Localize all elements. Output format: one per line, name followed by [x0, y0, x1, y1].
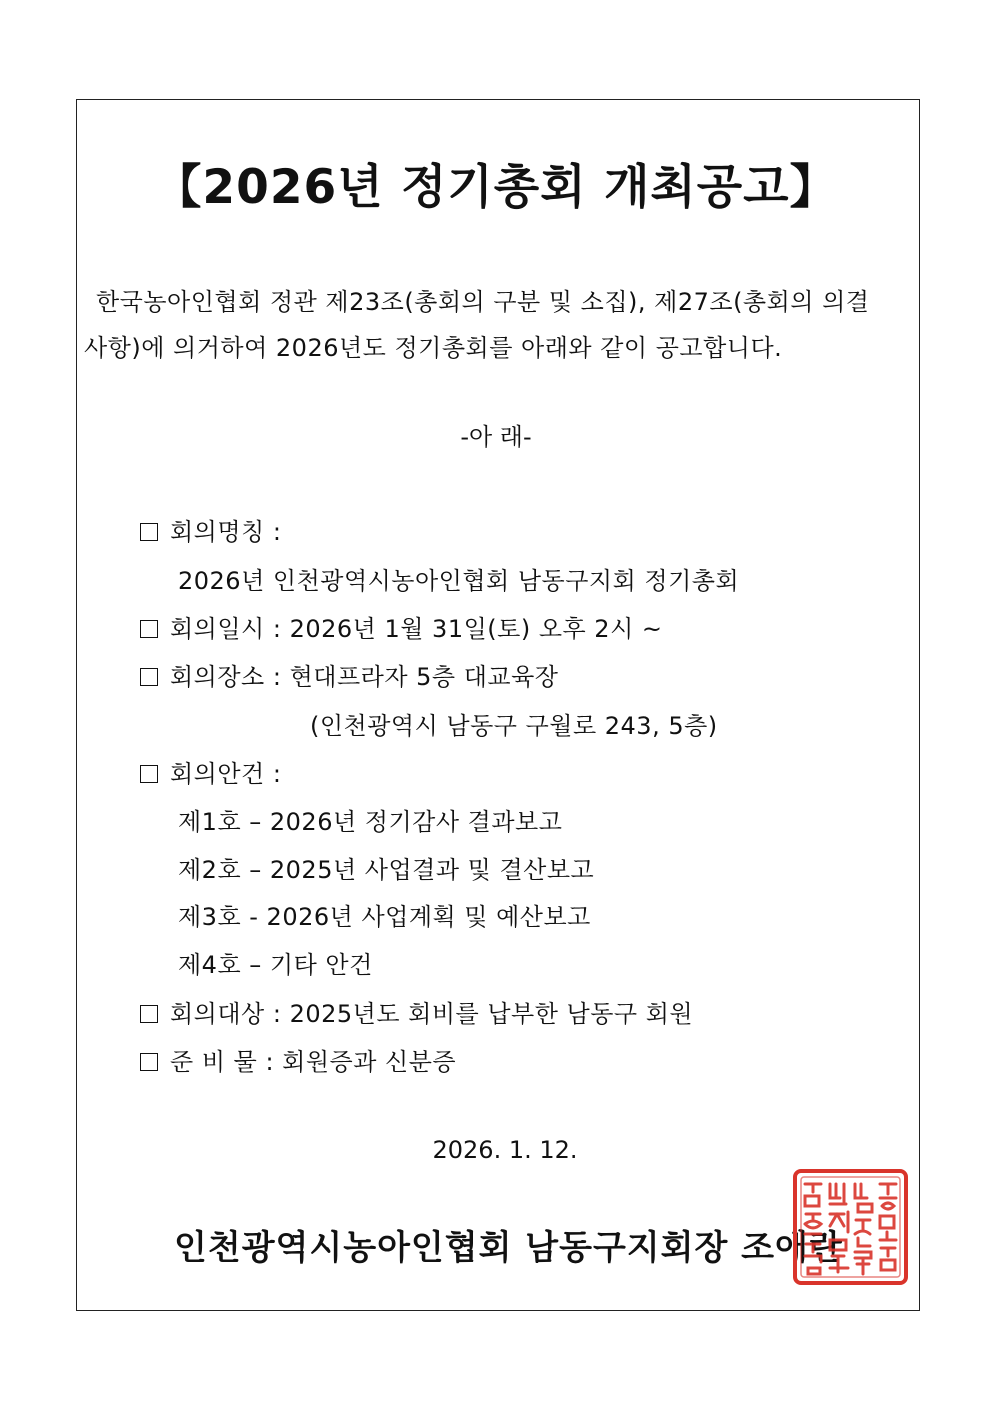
meeting-target-text: 회의대상 : 2025년도 회비를 납부한 남동구 회원	[170, 1000, 694, 1028]
checkbox-bullet-icon	[140, 668, 158, 686]
meeting-datetime-text: 회의일시 : 2026년 1월 31일(토) 오후 2시 ~	[170, 615, 663, 643]
agenda-label: 회의안건 :	[170, 760, 282, 788]
meeting-target-item	[140, 994, 693, 1029]
agenda-line-3: 제3호 - 2026년 사업계획 및 예산보고	[178, 903, 591, 931]
intro-line-2: 사항)에 의거하여 2026년도 정기총회를 아래와 같이 공고합니다.	[84, 334, 783, 362]
checkbox-bullet-icon	[140, 523, 158, 541]
meeting-datetime-item	[140, 609, 663, 644]
meeting-place-item	[140, 657, 558, 692]
signature-line: 인천광역시농아인협회 남동구지회장 조애란	[174, 1228, 843, 1268]
supplies-item	[140, 1042, 456, 1077]
notice-date: 2026. 1. 12.	[432, 1136, 578, 1164]
section-heading: -아 래-	[460, 423, 532, 451]
agenda-line-1: 제1호 – 2026년 정기감사 결과보고	[178, 808, 563, 836]
checkbox-bullet-icon	[140, 1053, 158, 1071]
agenda-line-2: 제2호 – 2025년 사업결과 및 결산보고	[178, 856, 595, 884]
notice-title: 【2026년 정기총회 개최공고】	[154, 160, 838, 215]
checkbox-bullet-icon	[140, 620, 158, 638]
notice-border	[76, 99, 920, 1311]
meeting-place-address: (인천광역시 남동구 구월로 243, 5층)	[310, 712, 718, 740]
meeting-name-label: 회의명칭 :	[170, 518, 282, 546]
agenda-item	[140, 754, 281, 789]
meeting-name-item	[140, 512, 281, 547]
agenda-line-4: 제4호 – 기타 안건	[178, 951, 373, 979]
intro-line-1: 한국농아인협회 정관 제23조(총회의 구분 및 소집), 제27조(총회의 의결	[96, 288, 870, 316]
official-seal-icon	[792, 1168, 909, 1286]
checkbox-bullet-icon	[140, 1005, 158, 1023]
meeting-name-value: 2026년 인천광역시농아인협회 남동구지회 정기총회	[178, 567, 740, 595]
meeting-place-text: 회의장소 : 현대프라자 5층 대교육장	[170, 663, 559, 691]
supplies-text: 준 비 물 : 회원증과 신분증	[170, 1048, 457, 1076]
checkbox-bullet-icon	[140, 765, 158, 783]
